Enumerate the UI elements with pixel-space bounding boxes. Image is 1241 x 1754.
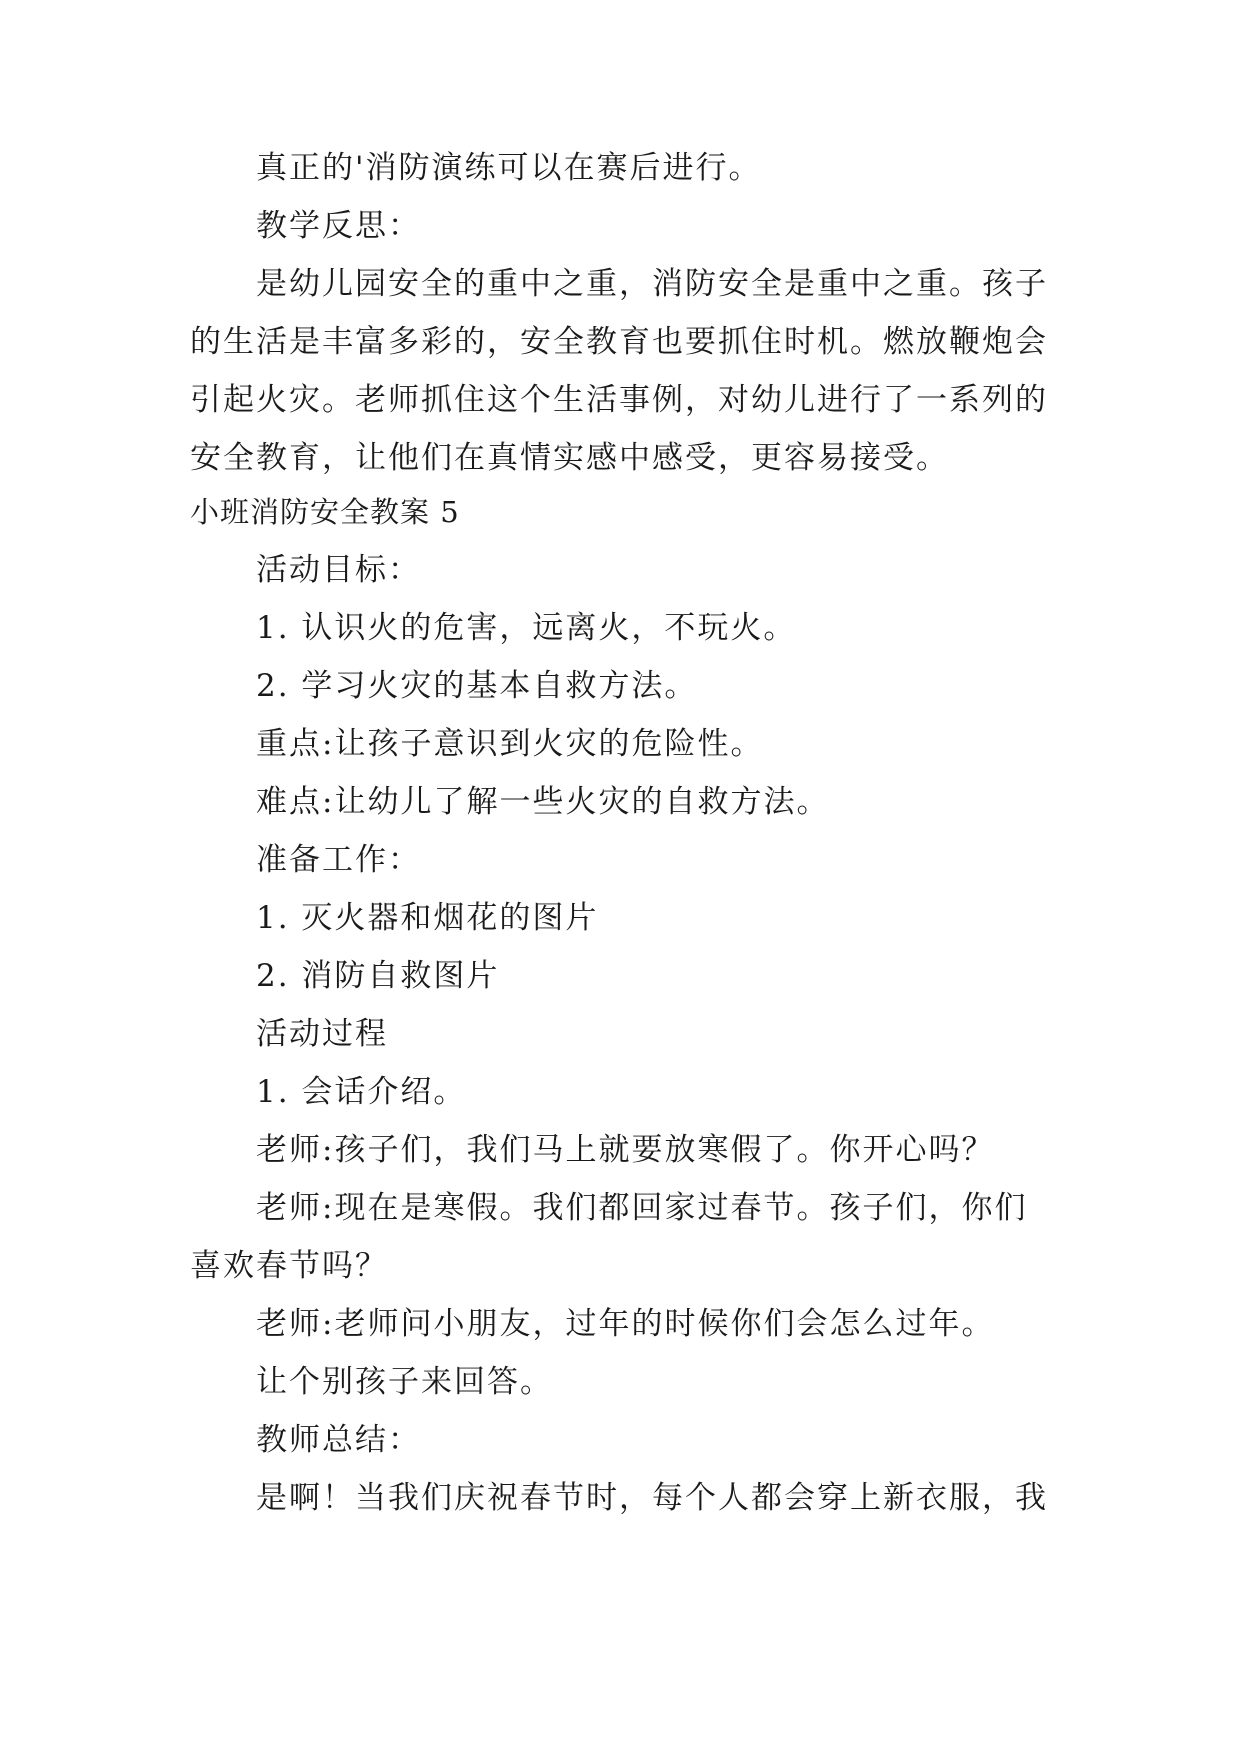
section-label-process: 活动过程 [256, 1016, 388, 1052]
paragraph-line: 是啊！当我们庆祝春节时，每个人都会穿上新衣服，我 [256, 1480, 1048, 1516]
dialogue-line: 喜欢春节吗？ [190, 1248, 388, 1284]
list-item: 1. 认识火的危害，远离火，不玩火。 [256, 610, 797, 646]
paragraph-line: 安全教育，让他们在真情实感中感受，更容易接受。 [190, 440, 949, 476]
section-label-summary: 教师总结： [256, 1422, 421, 1458]
dialogue-line: 老师:孩子们，我们马上就要放寒假了。你开心吗？ [256, 1132, 995, 1168]
difficulty-point: 难点:让幼儿了解一些火灾的自救方法。 [256, 784, 830, 820]
paragraph-line: 引起火灾。老师抓住这个生活事例，对幼儿进行了一系列的 [190, 382, 1048, 418]
list-item: 1. 灭火器和烟花的图片 [256, 900, 599, 936]
dialogue-line: 老师:现在是寒假。我们都回家过春节。孩子们，你们 [256, 1190, 1028, 1226]
paragraph-line: 是幼儿园安全的重中之重，消防安全是重中之重。孩子 [256, 266, 1048, 302]
list-item: 2. 消防自救图片 [256, 958, 500, 994]
section-label-preparation: 准备工作： [256, 842, 421, 878]
paragraph-line: 让个别孩子来回答。 [256, 1364, 553, 1400]
section-title: 小班消防安全教案 5 [190, 495, 460, 529]
list-item: 1. 会话介绍。 [256, 1074, 467, 1110]
section-label-objectives: 活动目标： [256, 552, 421, 588]
key-point: 重点:让孩子意识到火灾的危险性。 [256, 726, 764, 762]
paragraph-line: 的生活是丰富多彩的，安全教育也要抓住时机。燃放鞭炮会 [190, 324, 1048, 360]
paragraph-line: 真正的'消防演练可以在赛后进行。 [256, 150, 762, 186]
section-label-reflection: 教学反思： [256, 208, 421, 244]
list-item: 2. 学习火灾的基本自救方法。 [256, 668, 698, 704]
dialogue-line: 老师:老师问小朋友，过年的时候你们会怎么过年。 [256, 1306, 995, 1342]
